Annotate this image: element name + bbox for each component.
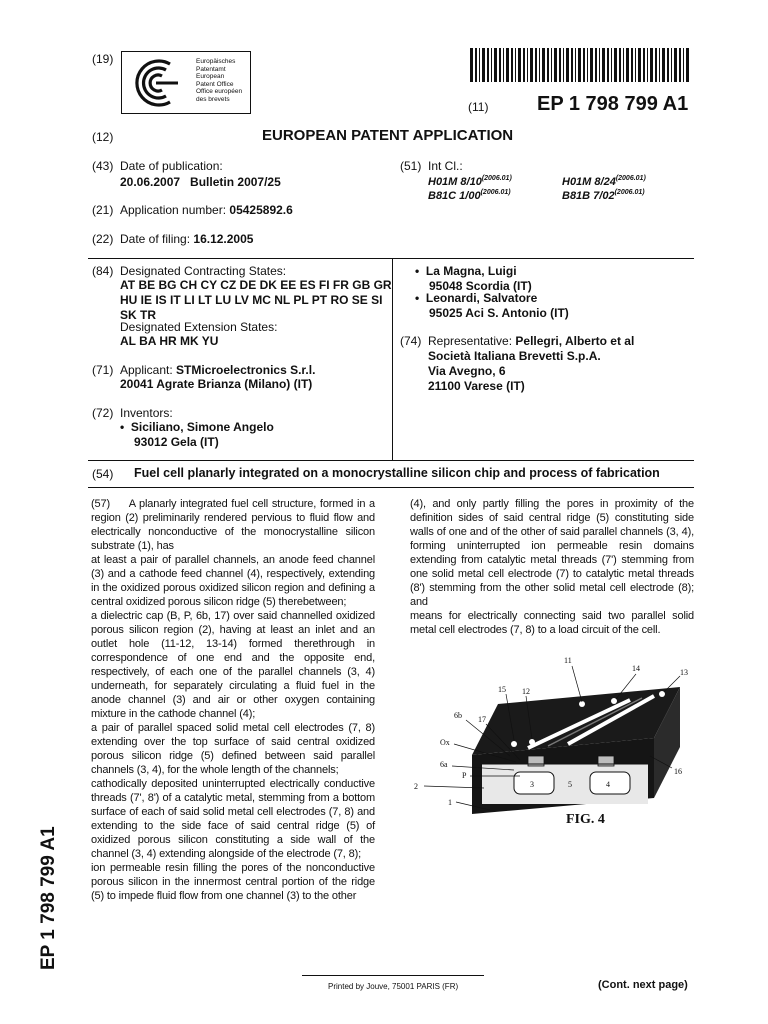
- figure-caption: FIG. 4: [566, 812, 605, 827]
- ref-21: (21): [92, 203, 114, 217]
- abstract-left-column: (57) A planarly integrated fuel cell structure, formed in a region (2) preliminarily rendered pervious to fluid flow and electrically nonconductive of the monocrystalline silicon substrate (1), has at least a pair of parallel channels, an anode feed channel (3) and a cathode feed channel (4), respectively, extending in the oxidized porous oxidized silicon region and defining a central oxidized porous silicon ridge (5) therebetween; a dielectric cap (B, P, 6b, 17) over said channelled oxidized porous silicon region (2), having at least an inlet and an outlet hole (11-12, 13-14) formed therethrough in correspondence of one end and the opposite end, respectively, of each one of the parallel channels (3, 4) underneath, for separately circulating a fluid fuel in the anode channel (3) and air or other oxygen containing mixture in the cathode channel (4); a pair of parallel spaced solid metal cell electrodes (7, 8) extending over the top surface of said central oxidized porous silicon ridge (5) defined between said parallel channels (3, 4), for the whole length of the channels; cathodically deposited uninterrupted electrically conductive threads (7', 8') of a catalytic metal, stemming from a bottom surface of each of said solid metal cell electrodes (7, 8) and extending to the side face of said central ridge (5) of oxidized porous silicon constituting a side wall of the channel (3, 4) extending alongside of the electrode (7, 8); ion permeable resin filling the pores of the nonconductive porous silicon in the innermost central portion of the ridge (5) to impede fluid flow from one channel (3) to the other: [91, 498, 375, 902]
- epo-logo-icon: [126, 56, 186, 110]
- label-2: 2: [414, 782, 418, 791]
- ref-12: (12): [92, 130, 114, 144]
- int-cl-3: B81C $1/00^{(2006.01)}$: [428, 189, 511, 202]
- ref-71: (71): [92, 363, 114, 377]
- invention-title: Fuel cell planarly integrated on a monocrystalline silicon chip and process of fabrication: [134, 466, 660, 480]
- ref-51: (51): [400, 159, 422, 173]
- label-11: 11: [564, 656, 572, 665]
- figure-4: [410, 652, 694, 834]
- ref-72: (72): [92, 406, 114, 420]
- int-cl-2: H01M $8/24^{(2006.01)}$: [562, 175, 646, 188]
- label-17: 17: [478, 715, 486, 724]
- ref-54: (54): [92, 467, 114, 481]
- label-12: 12: [522, 687, 530, 696]
- biblio-bottom-rule: [88, 460, 694, 461]
- footer-rule: [302, 975, 484, 976]
- label-6b: 6b: [454, 711, 462, 720]
- label-6a: 6a: [440, 760, 448, 769]
- office-names: Europäisches Patentamt European Patent Office Office européen des brevets: [196, 58, 243, 103]
- label-ox: Ox: [440, 738, 450, 747]
- ref-74: (74): [400, 334, 422, 348]
- hole-15: [511, 741, 517, 747]
- label-3: 3: [530, 780, 534, 789]
- title-rule: [88, 487, 694, 488]
- applicant: Applicant: STMicroelectronics S.r.l.: [120, 363, 316, 377]
- label-p: P: [462, 771, 467, 780]
- side-publication-number: EP 1 798 799 A1: [38, 826, 59, 970]
- cathode-channel-4: [590, 772, 630, 794]
- label-14: 14: [632, 664, 640, 673]
- designated-states-label: Designated Contracting States:: [120, 264, 287, 278]
- filing-date: Date of filing: 16.12.2005: [120, 232, 254, 246]
- publication-number: EP 1 798 799 A1: [537, 93, 689, 115]
- barcode: [470, 48, 692, 82]
- representative: Representative: Pellegri, Alberto et al Società Italiana Brevetti S.p.A. Via Avegno, 6 21100 Varese (IT): [428, 334, 635, 393]
- printer-note: Printed by Jouve, 75001 PARIS (FR): [328, 982, 459, 991]
- label-4: 4: [606, 780, 610, 789]
- inventor-1: • Siciliano, Simone Angelo 93012 Gela (IT): [120, 420, 274, 449]
- ref-84: (84): [92, 264, 114, 278]
- label-13: 13: [680, 668, 688, 677]
- int-cl-label: Int Cl.:: [428, 159, 463, 173]
- barcode-graphic: [470, 48, 692, 82]
- ref-11: (11): [468, 100, 489, 114]
- inventors-label: Inventors:: [120, 406, 173, 420]
- figure-4-drawing: [410, 652, 694, 834]
- label-16: 16: [674, 767, 682, 776]
- label-5: 5: [568, 780, 572, 789]
- continued-note: (Cont. next page): [598, 979, 688, 991]
- publication-date-label: Date of publication:: [120, 159, 223, 173]
- epo-logo-box: [121, 51, 251, 114]
- biblio-column-divider: [392, 258, 393, 460]
- hole-12: [529, 739, 535, 745]
- document-type: EUROPEAN PATENT APPLICATION: [262, 127, 514, 144]
- label-15: 15: [498, 685, 506, 694]
- abstract-right-column: (4), and only partly filling the pores in proximity of the definition sides of said central ridge (5) constituting side walls of one and of the other of said parallel channels (3, 4), forming uninterrupted ion permeable resin domains extending from catalytic metal threads (7') stemming from one solid metal cell electrode (7) to catalytic metal threads (8') stemming from the other solid metal cell electrode (8); and means for electrically connecting said two parallel solid metal cell electrodes (7, 8) to a load circuit of the cell.: [410, 498, 694, 636]
- extension-states-label: Designated Extension States:: [120, 320, 278, 334]
- inventor-3: • Leonardi, Salvatore 95025 Aci S. Antonio (IT): [415, 291, 569, 320]
- int-cl-4: B81B $7/02^{(2006.01)}$: [562, 189, 645, 202]
- extension-states: AL BA HR MK YU: [120, 334, 219, 348]
- designated-states: AT BE BG CH CY CZ DE DK EE ES FI FR GB GR HU IE IS IT LI LT LU LV MC NL PL PT RO SE SI SK TR: [120, 278, 392, 322]
- label-1: 1: [448, 798, 452, 807]
- anode-channel-3: [514, 772, 554, 794]
- ref-57: (57): [91, 498, 110, 510]
- application-number: Application number: 05425892.6: [120, 203, 293, 217]
- ref-22: (22): [92, 232, 114, 246]
- biblio-top-rule: [88, 258, 694, 259]
- int-cl-1: H01M $8/10^{(2006.01)}$: [428, 175, 512, 188]
- inventor-2: • La Magna, Luigi 95048 Scordia (IT): [415, 264, 532, 293]
- publication-date-value: 20.06.2007 Bulletin 2007/25: [120, 175, 281, 189]
- ref-43: (43): [92, 159, 114, 173]
- ref-19: (19): [92, 52, 114, 66]
- applicant-address: 20041 Agrate Brianza (Milano) (IT): [120, 377, 313, 391]
